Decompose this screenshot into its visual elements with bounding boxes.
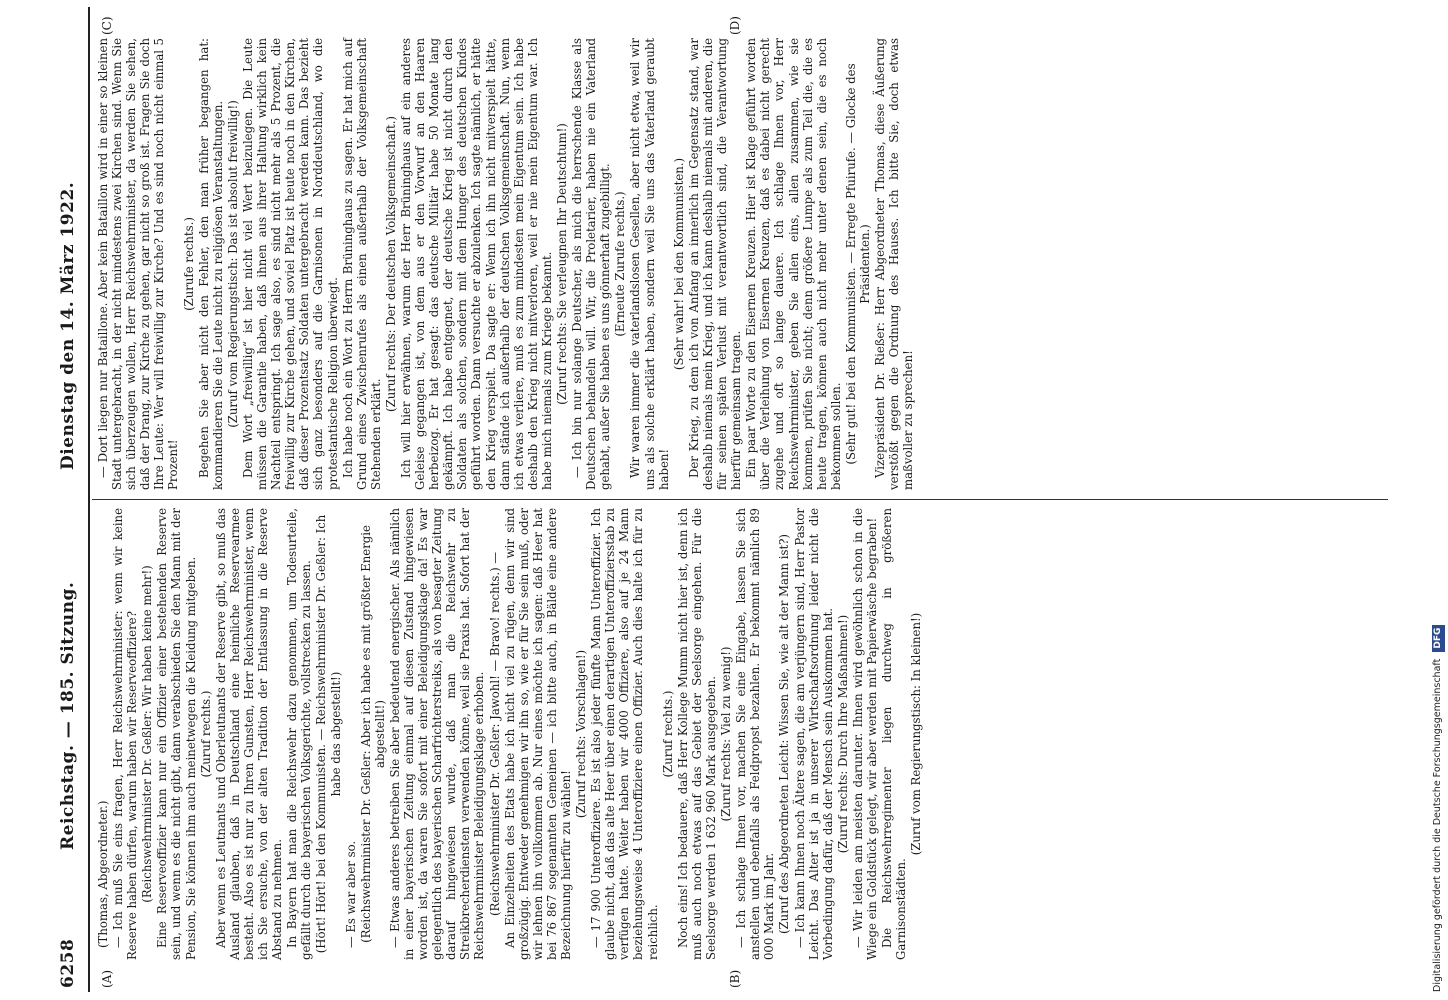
page-number: 6258 bbox=[58, 938, 78, 988]
speech-paragraph: Ich will hier erwähnen, warum der Herr Brüninghaus auf ein anderes Geleise gegangen ist, von dem aus er den Vorwurf an den Haaren herbeizog. Er hat gesagt: das deutsche Militär habe 50 Monate lang gekämpft. Ich habe entgegnet, der deutsche Krieg ist nicht durch den Soldaten als solchen, sondern mit dem Hunger des deutschen Kindes geführt worden. Dann versuchte er abzulenken. Ich sagte nämlich, er hätte den Krieg verspielt. Da sagte er: Wenn ich ihn nicht mitverspielt hätte, dann stände ich außerhalb der deutschen Volksgemeinschaft. Nun, wenn ich etwas verliere, muß es zum mindesten mein Eigentum sein. Ich habe deshalb den Krieg nicht mitverloren, weil er nie mein Eigentum war. Ich habe mich niemals zum Kriege bekannt. bbox=[398, 38, 554, 490]
interjection: (Zuruf rechts: Vorschlagen!) bbox=[574, 649, 589, 819]
speech-paragraph: An Einzelheiten des Etats habe ich nicht viel zu rügen, denn wir sind großzügig. Entweder genehmigen wir ihn so, wie er für Sie sein muß, oder wir lehnen ihn vollkommen ab. Nur eines möchte ich sagen: daß Heer hat bei 76 867 sogenannten Gemeinen — ich bitte auch, in Bälde eine andere Bezeichnung hierfür zu wählen! bbox=[502, 508, 573, 960]
speech-paragraph: — Ich schlage Ihnen vor, machen Sie eine Eingabe, lassen Sie sich anstellen und ebenfalls als Feldpropst bezahlen. Er bekommt nämlich 89 000 Mark im Jahr. bbox=[734, 508, 777, 960]
interjection: (Zuruf vom Regierungstisch: Das ist absolut freiwillig!) bbox=[225, 100, 240, 428]
interjection: (Zurufe rechts.) bbox=[181, 217, 196, 311]
header-rule bbox=[88, 7, 90, 992]
margin-marker-b: (B) bbox=[728, 969, 742, 988]
interjection: (Zuruf des Abgeordneten Leicht: Wissen Sie, wie alt der Mann ist?) bbox=[777, 534, 792, 934]
session-date: Dienstag den 14. März 1922. bbox=[58, 181, 78, 470]
margin-marker-d: (D) bbox=[728, 16, 742, 35]
speech-paragraph: — Dort liegen nur Bataillone. Aber kein Bataillon wird in einer so kleinen Stadt untergebracht, in der nicht mindestens zwei Kirchen sind. Wenn Sie sich überzeugen wollen, Herr Reichswehrminister, da werden Sie sehen, daß der Drang, zur Kirche zu gehen, gar nicht so groß ist. Fragen Sie doch Ihre Leute: Wer will freiwillig zur Kirche? Und es sind noch nicht einmal 5 Prozent! bbox=[96, 38, 181, 490]
speech-paragraph: Begehen Sie aber nicht den Fehler, den man früher begangen hat: kommandieren Sie die Leute nicht zu religiösen Veranstaltungen. bbox=[196, 38, 225, 490]
interjection: (Sehr wahr! bei den Kommunisten.) bbox=[671, 157, 686, 371]
speech-paragraph: — 17 900 Unteroffiziere. Es ist also jeder fünfte Mann Unteroffizier. Ich glaube nicht, daß das alte Heer über einen derartigen Unteroffiziersstab zu verfügen hatte. Weiter haben wir 4000 Offiziere, also auf je 24 Mann beziehungsweise 4 Unteroffiziere einen Offizier. Auch dies halte ich für zu reichlich. bbox=[589, 508, 660, 960]
speech-paragraph: — Wir leiden am meisten darunter. Ihnen wird gewöhnlich schon in die Wiege ein Goldstück gelegt, wir aber werden mit Papierwäsche begraben! bbox=[850, 508, 879, 960]
interjection: (Zuruf rechts.) bbox=[198, 690, 213, 778]
interjection: (Reichswehrminister Dr. Geßler: Jawohl! — Bravo! rechts.) — bbox=[487, 551, 502, 917]
page-header bbox=[52, 0, 86, 1000]
interjection: (Zuruf rechts: Durch Ihre Maßnahmen!) bbox=[835, 614, 850, 854]
interjection: (Zuruf rechts.) bbox=[660, 690, 675, 778]
interjection: (Erneute Zurufe rechts.) bbox=[613, 191, 628, 337]
speech-paragraph: (Thomas, Abgeordneter.) bbox=[96, 800, 110, 948]
speech-paragraph: — Etwas anderes betreiben Sie aber bedeutend energischer. Als nämlich in einer bayerischen Zeitung einmal auf diesen Zustand hingewiesen worden ist, da waren Sie sofort mit einer Beleidigungsklage da! Es war gelegentlich des bayerischen Scharfrichterstreiks, als von besagter Zeitung darauf hingewiesen wurde, daß man die Reichswehr zu Streikbrecherdiensten verwenden könne, weil sie Praxis hat. Sofort hat der Reichswehrminister Beleidigungsklage erhoben. bbox=[387, 508, 487, 960]
session-title: Reichstag. — 185. Sitzung. bbox=[58, 581, 78, 850]
interjection: (Zuruf rechts: Sie verleugnen Ihr Deutschtum!) bbox=[555, 123, 569, 405]
speech-paragraph: Vizepräsident Dr. Rießer: Herr Abgeordneter Thomas, diese Äußerung verstößt gegen die Ordnung des Hauses. Ich bitte Sie, doch etwas maßvoller zu sprechen! bbox=[873, 38, 916, 490]
interjection: (Zuruf rechts: Viel zu wenig!) bbox=[719, 646, 734, 822]
interjection: (Reichswehrminister Dr. Geßler: Wir haben keine mehr!) bbox=[140, 565, 155, 903]
dfg-logo: DFG bbox=[1432, 625, 1445, 652]
funding-note bbox=[1408, 8, 1443, 992]
speech-paragraph: — Es war aber so. bbox=[343, 840, 358, 948]
speech-paragraph: Der Krieg, zu dem ich von Anfang an innerlich im Gegensatz stand, war deshalb niemals mein Krieg, und ich kann deshalb niemals mit anderen, die für seinen späten Verlust mit verantwortlich sind, die Verantwortung hierfür gemeinsam tragen. bbox=[686, 38, 744, 490]
margin-marker-c: (C) bbox=[100, 16, 114, 35]
right-column bbox=[96, 38, 1392, 490]
speech-paragraph: Dem Wort „freiwillig“ ist hier nicht viel Wert beizulegen. Die Leute müssen die Garantie haben, daß ihnen aus ihrer Haltung wirklich kein Nachteil entspringt. Ich sage also, es sind nicht mehr als 5 Prozent, die freiwillig zur Kirche gehen, und soviel Platz ist heute noch in den Kirchen, daß dieser Prozentsatz Soldaten untergebracht werden kann. Das bezieht sich ganz besonders auf die Garnisonen in Norddeutschland, wo die protestantische Religion überwiegt. bbox=[240, 38, 340, 490]
interjection: (Reichswehrminister Dr. Geßler: Aber ich habe es mit größter Energie abgestellt!) bbox=[358, 525, 387, 943]
speech-paragraph: — Ich bin nur solange Deutscher, als mich die herrschende Klasse als Deutschen behandeln will. Wir, die Proletarier, haben nie ein Vaterland gehabt, außer Sie haben es uns gönnerhaft zugebilligt. bbox=[570, 38, 613, 490]
speech-paragraph: — Ich kann Ihnen noch Ältere sagen, die am verjüngern sind, Herr Pastor Leicht. Das Alter ist ja in unserer Wirtschaftsordnung leider nicht die Vorbedingung dafür, daß der Mensch sein Auskommen hat. bbox=[792, 508, 835, 960]
speech-paragraph: Aber wenn es Leutnants und Oberleutnants der Reserve gibt, so muß das Ausland glauben, daß in Deutschland eine heimliche Reservearmee besteht. Also es ist nur zu Ihren Gunsten, Herr Reichswehrminister, wenn ich Sie ersuche, von der alten Tradition der Entlassung in die Reserve Abstand zu nehmen. bbox=[213, 508, 285, 960]
interjection: (Sehr gut! bei den Kommunisten. — Erregte Pfuirufe. — Glocke des Präsidenten.) bbox=[843, 63, 872, 465]
speech-paragraph: Ich habe noch ein Wort zu Herrn Brüninghaus zu sagen. Er hat mich auf Grund eines Zwischenrufes als einen außerhalb der Volksgemeinschaft Stehenden erklärt. bbox=[340, 38, 383, 490]
column-divider bbox=[92, 499, 1388, 500]
interjection: (Zuruf rechts: Der deutschen Volksgemeinschaft.) bbox=[383, 116, 398, 412]
margin-marker-a: (A) bbox=[100, 969, 114, 988]
left-column bbox=[96, 508, 1392, 960]
speech-paragraph: Eine Reserveoffizier kann nur ein Offizier einer bestehenden Reserve sein, und wenn es die nicht gibt, dann verabschieden Sie den Mann mit der Pension, Sie können ihm auch meinetwegen die Kleidung mitgeben. bbox=[155, 508, 198, 960]
interjection: (Hört! Hört! bei den Kommunisten. — Reichswehrminister Dr. Geßler: Ich habe das abgestellt!) bbox=[314, 514, 343, 954]
interjection: (Zuruf vom Regierungstisch: In kleinen!) bbox=[909, 612, 924, 856]
speech-paragraph: — Ich muß Sie eins fragen, Herr Reichswehrminister: wenn wir keine Reserve haben dürfen, warum haben wir Reserveoffiziere? bbox=[111, 508, 140, 960]
funding-text: Digitalisierung gefördert durch die Deutsche Forschungsgemeinschaft bbox=[1432, 658, 1443, 992]
speech-paragraph: Wir waren immer die vaterlandslosen Gesellen, aber nicht etwa, weil wir uns als solche erklärt haben, sondern weil Sie uns das Vaterland geraubt haben! bbox=[628, 38, 671, 490]
speech-paragraph: Ein paar Worte zu den Eisernen Kreuzen. Hier ist Klage geführt worden über die Verleihung von Eisernen Kreuzen, daß es dabei nicht gerecht zugehe und oft so lange dauere. Ich schlage Ihnen vor, Herr Reichswehrminister, geben Sie allen eins, allen zusammen, wie sie kommen, prüfen Sie nicht; denn größere Lumpe als zum Teil die, die es heute tragen, können auch nicht mehr unter denen sein, die es noch bekommen sollen. bbox=[744, 38, 843, 490]
speech-paragraph: Die Reichswehrregimenter liegen durchweg in größeren Garnisonstädten. bbox=[880, 508, 909, 960]
speech-paragraph: Noch eins! Ich bedauere, daß Herr Kollege Mumm nicht hier ist, denn ich muß auch noch etwas auf das Gebiet der Seelsorge eingehen. Für die Seelsorge werden 1 632 960 Mark ausgegeben. bbox=[675, 508, 718, 960]
speech-paragraph: In Bayern hat man die Reichswehr dazu genommen, um Todesurteile, gefällt durch die bayerischen Volksgerichte, vollstrecken zu lassen. bbox=[285, 508, 314, 960]
